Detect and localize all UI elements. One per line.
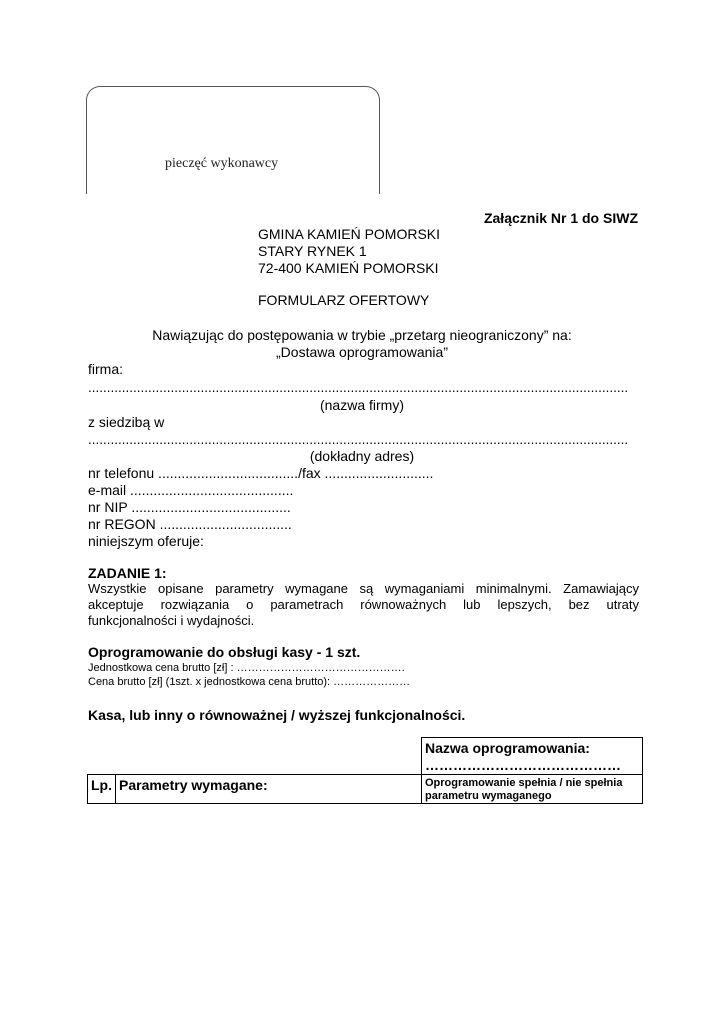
intro-line-2: „Dostawa oprogramowania” [276, 344, 448, 360]
recipient-line-2: STARY RYNEK 1 [258, 243, 367, 259]
attachment-label: Załącznik Nr 1 do SIWZ [483, 210, 638, 226]
stamp-label: pieczęć wykonawcy [165, 156, 279, 171]
task-text-line-2: akceptuje rozwiązania o parametrach równoważnych lub lepszych, bez utraty [88, 597, 639, 612]
oferuje-label: niniejszym oferuje: [88, 533, 204, 549]
software-subtitle: Kasa, lub inny o równoważnej / wyższej funkcjonalności. [88, 707, 466, 723]
siedziba-label: z siedzibą w [88, 414, 165, 430]
telefon-fax-field: nr telefonu ..................................../fax ............................ [88, 465, 434, 481]
task-text-line-1: Wszystkie opisane parametry wymagane są wymaganiami minimalnymi. Zamawiający [88, 581, 639, 596]
siedziba-dots: ................................................................................................................................................ [88, 432, 629, 447]
software-name-cell [422, 738, 643, 775]
firma-label: firma: [88, 361, 123, 377]
nip-field: nr NIP ......................................... [88, 499, 291, 515]
recipient-line-3: 72-400 KAMIEŃ POMORSKI [258, 260, 439, 276]
software-name-dots: …………………………………… [425, 757, 621, 773]
total-price-field: Cena brutto [zł] (1szt. x jednostkowa cena brutto): ………………… [88, 676, 411, 688]
task-title: ZADANIE 1: [88, 565, 167, 581]
task-text-line-3: funkcjonalności i wydajności. [88, 613, 255, 628]
firma-caption: (nazwa firmy) [319, 397, 404, 413]
siedziba-caption: (dokładny adres) [309, 448, 415, 464]
unit-price-field: Jednostkowa cena brutto [zł] : ………………………………………. [88, 662, 405, 674]
lp-header: Lp. [88, 775, 116, 804]
firma-dots: ................................................................................................................................................ [88, 380, 629, 395]
email-field: e-mail .......................................... [88, 482, 294, 498]
spec-table [87, 737, 643, 804]
software-name-header: Nazwa oprogramowania: [425, 740, 590, 756]
software-title: Oprogramowanie do obsługi kasy - 1 szt. [88, 644, 361, 660]
stamp-box [86, 86, 380, 194]
recipient-line-1: GMINA KAMIEŃ POMORSKI [258, 226, 441, 242]
form-title: FORMULARZ OFERTOWY [258, 292, 430, 308]
compliance-header: Oprogramowanie spełnia / nie spełnia parametru wymaganego [422, 775, 643, 804]
intro-line-1: Nawiązując do postępowania w trybie „przetarg nieograniczony” na: [152, 327, 572, 343]
params-header: Parametry wymagane: [116, 775, 422, 804]
regon-field: nr REGON .................................. [88, 516, 292, 532]
